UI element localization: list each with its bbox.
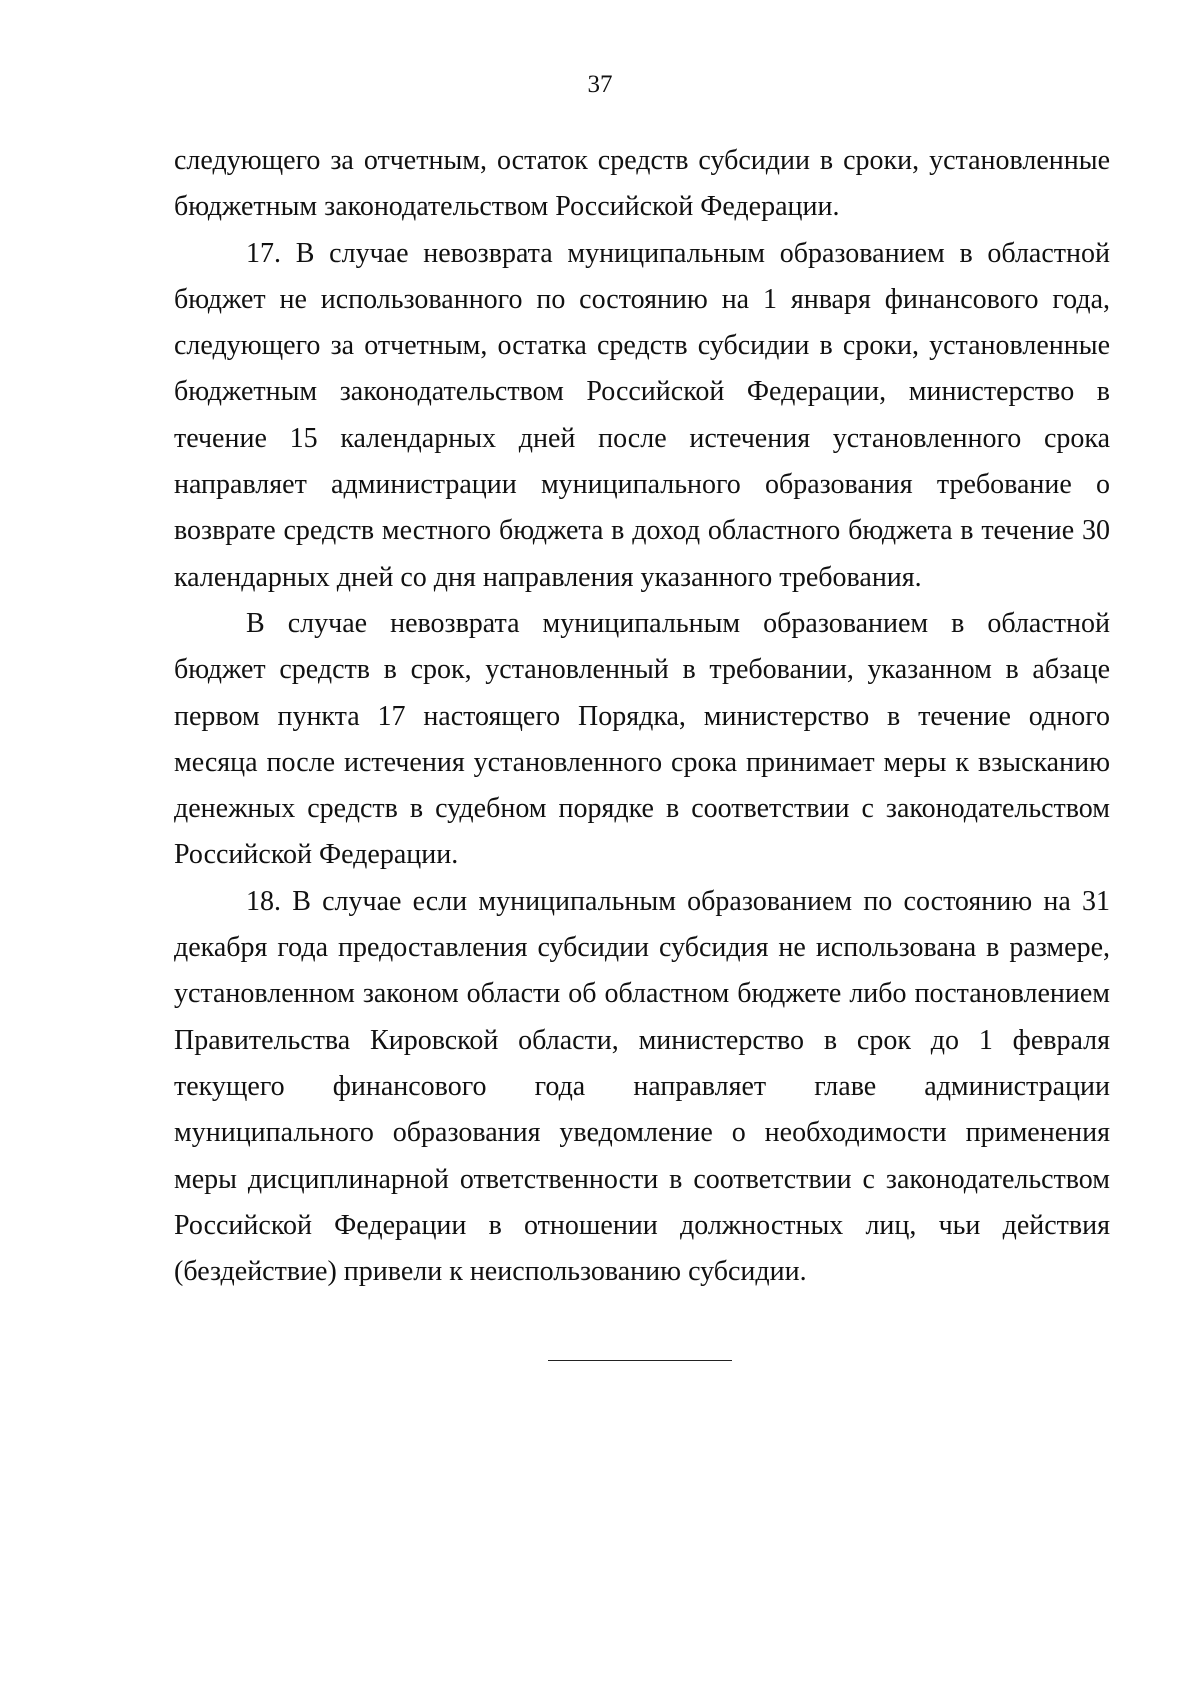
page-number: 37 [587, 71, 613, 98]
document-body [174, 138, 1110, 1295]
paragraph-item-18: 18. В случае если муниципальным образованием по состоянию на 31 декабря года предоставления субсидии субсидия не использована в размере, установленном законом области об областном бюджете либо постановлением Правительства Кировской области, министерство в срок до 1 февраля текущего финансового года направляет главе администрации муниципального образования уведомление о необходимости применения меры дисциплинарной ответственности в соответствии с законодательством Российской Федерации в отношении должностных лиц, чьи действия (бездействие) привели к неиспользованию субсидии. [174, 885, 1110, 1288]
paragraph-item-17-second: В случае невозврата муниципальным образованием в областной бюджет средств в срок, установленный в требовании, указанном в абзаце первом пункта 17 настоящего Порядка, министерство в течение одного месяца после истечения установленного срока принимает меры к взысканию денежных средств в судебном порядке в соответствии с законодательством Российской Федерации. [174, 607, 1110, 871]
paragraph-item-17: 17. В случае невозврата муниципальным образованием в областной бюджет не использованного по состоянию на 1 января финансового года, следующего за отчетным, остатка средств субсидии в сроки, установленные бюджетным законодательством Российской Федерации, министерство в течение 15 календарных дней после истечения установленного срока направляет администрации муниципального образования требование о возврате средств местного бюджета в доход областного бюджета в течение 30 календарных дней со дня направления указанного требования. [174, 237, 1110, 593]
paragraph-continuation: следующего за отчетным, остаток средств субсидии в сроки, установленные бюджетным законодательством Российской Федерации. [174, 145, 1110, 223]
end-of-document-rule [548, 1360, 732, 1361]
